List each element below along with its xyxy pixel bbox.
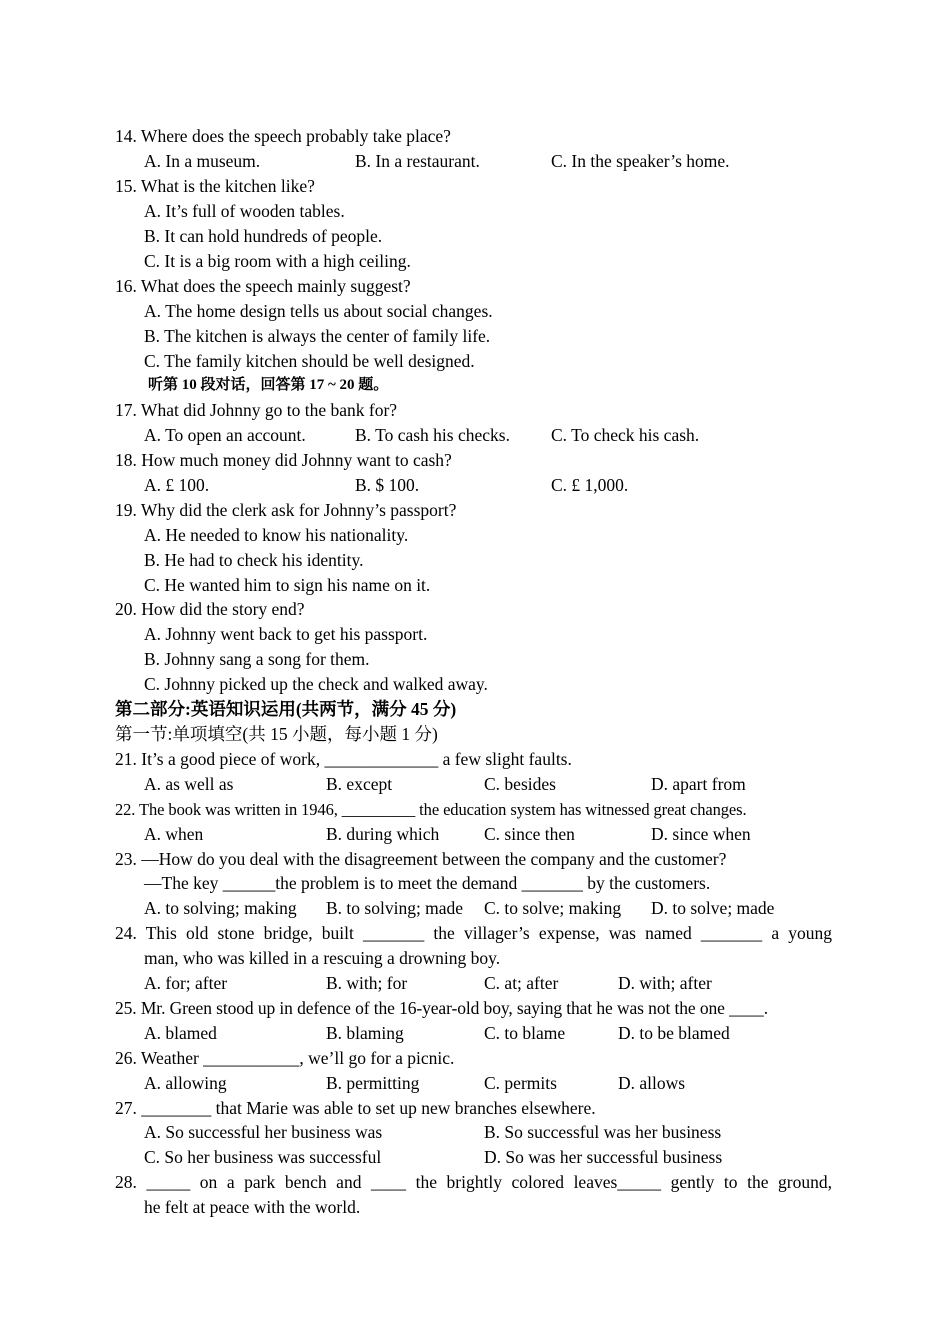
part-2-heading: 第二部分:英语知识运用(共两节，满分 45 分) <box>115 699 457 719</box>
question-14-option-b: B. In a restaurant. <box>355 151 480 171</box>
question-23-line-1: 23. —How do you deal with the disagreement between the company and the customer? <box>115 849 727 869</box>
question-25-option-a: A. blamed <box>144 1023 217 1043</box>
question-15-option-a: A. It’s full of wooden tables. <box>144 201 345 221</box>
question-24-line-2: man, who was killed in a rescuing a drowning boy. <box>144 948 501 968</box>
question-21-option-a: A. as well as <box>144 774 234 794</box>
question-15-stem: 15. What is the kitchen like? <box>115 176 315 196</box>
question-14-stem: 14. Where does the speech probably take place? <box>115 126 451 146</box>
question-23-option-d: D. to solve; made <box>651 898 775 918</box>
question-27-option-a: A. So successful her business was <box>144 1122 383 1142</box>
question-22-option-d: D. since when <box>651 824 751 844</box>
question-16-option-b: B. The kitchen is always the center of family life. <box>144 326 491 346</box>
question-18-stem: 18. How much money did Johnny want to cash? <box>115 450 452 470</box>
question-26-option-a: A. allowing <box>144 1073 227 1093</box>
question-24-option-d: D. with; after <box>618 973 712 993</box>
question-19-option-a: A. He needed to know his nationality. <box>144 525 409 545</box>
question-23-line-2: —The key ______the problem is to meet the demand _______ by the customers. <box>144 873 711 893</box>
question-16-option-a: A. The home design tells us about social changes. <box>144 301 493 321</box>
question-16-option-c: C. The family kitchen should be well designed. <box>144 351 475 371</box>
question-27-option-c: C. So her business was successful <box>144 1147 382 1167</box>
question-15-option-b: B. It can hold hundreds of people. <box>144 226 383 246</box>
question-24-option-b: B. with; for <box>326 973 408 993</box>
section-1-heading: 第一节:单项填空(共 15 小题，每小题 1 分) <box>115 724 438 744</box>
question-26-option-b: B. permitting <box>326 1073 420 1093</box>
question-26-stem: 26. Weather ___________, we’ll go for a picnic. <box>115 1048 455 1068</box>
question-25-stem: 25. Mr. Green stood up in defence of the 16-year-old boy, saying that he was not the one ____. <box>115 998 768 1018</box>
question-19-option-b: B. He had to check his identity. <box>144 550 364 570</box>
question-25-option-c: C. to blame <box>484 1023 566 1043</box>
question-20-option-b: B. Johnny sang a song for them. <box>144 649 370 669</box>
question-23-option-c: C. to solve; making <box>484 898 622 918</box>
question-27-option-b: B. So successful was her business <box>484 1122 722 1142</box>
question-25-option-b: B. blaming <box>326 1023 404 1043</box>
question-17-stem: 17. What did Johnny go to the bank for? <box>115 400 398 420</box>
question-24-line-1: 24. This old stone bridge, built _______ the villager’s expense, was named _______ a young <box>115 923 832 943</box>
question-17-option-c: C. To check his cash. <box>551 425 700 445</box>
question-20-stem: 20. How did the story end? <box>115 599 305 619</box>
question-19-stem: 19. Why did the clerk ask for Johnny’s passport? <box>115 500 457 520</box>
question-17-option-b: B. To cash his checks. <box>355 425 510 445</box>
question-26-option-d: D. allows <box>618 1073 686 1093</box>
question-26-option-c: C. permits <box>484 1073 557 1093</box>
question-18-option-c: C. £ 1,000. <box>551 475 629 495</box>
question-23-option-a: A. to solving; making <box>144 898 297 918</box>
question-22-option-c: C. since then <box>484 824 575 844</box>
question-18-option-b: B. $ 100. <box>355 475 420 495</box>
question-15-option-c: C. It is a big room with a high ceiling. <box>144 251 411 271</box>
question-28-line-1: 28. _____ on a park bench and ____ the brightly colored leaves_____ gently to the ground, <box>115 1172 832 1192</box>
question-14-option-c: C. In the speaker’s home. <box>551 151 730 171</box>
question-24-option-a: A. for; after <box>144 973 228 993</box>
question-22-option-b: B. during which <box>326 824 440 844</box>
question-21-option-d: D. apart from <box>651 774 746 794</box>
question-22-option-a: A. when <box>144 824 204 844</box>
question-16-stem: 16. What does the speech mainly suggest? <box>115 276 411 296</box>
listening-instruction: 听第 10 段对话，回答第 17 ~ 20 题。 <box>148 377 389 393</box>
question-21-option-c: C. besides <box>484 774 556 794</box>
question-20-option-a: A. Johnny went back to get his passport. <box>144 624 428 644</box>
question-27-option-d: D. So was her successful business <box>484 1147 723 1167</box>
question-23-option-b: B. to solving; made <box>326 898 464 918</box>
question-14-option-a: A. In a museum. <box>144 151 261 171</box>
question-22-stem: 22. The book was written in 1946, _________ the education system has witnessed great changes. <box>115 800 747 819</box>
question-21-option-b: B. except <box>326 774 393 794</box>
question-17-option-a: A. To open an account. <box>144 425 306 445</box>
question-21-stem: 21. It’s a good piece of work, _____________ a few slight faults. <box>115 749 572 769</box>
question-27-stem: 27. ________ that Marie was able to set up new branches elsewhere. <box>115 1098 596 1118</box>
question-20-option-c: C. Johnny picked up the check and walked away. <box>144 674 488 694</box>
question-24-option-c: C. at; after <box>484 973 559 993</box>
question-19-option-c: C. He wanted him to sign his name on it. <box>144 575 431 595</box>
question-25-option-d: D. to be blamed <box>618 1023 730 1043</box>
question-28-line-2: he felt at peace with the world. <box>144 1197 361 1217</box>
question-18-option-a: A. £ 100. <box>144 475 210 495</box>
